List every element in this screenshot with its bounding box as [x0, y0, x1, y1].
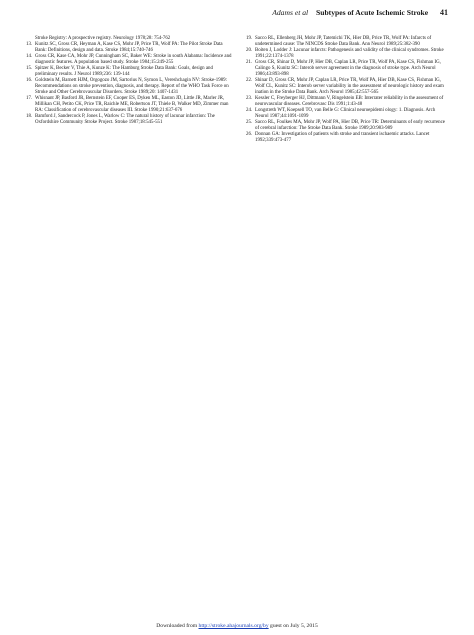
- reference-text: Goldstein M, Barnett HJM, Orgogozo JM, Sartorius N, Symon L, Vereshchagin NV: Stroke-1989: Recommendations on stroke prevention, diagnosis, and therapy. Report of the WHO Task Force on Stroke and Other Cerebrovascular Disorders. Stroke 1989;20: 1407-1431: [35, 78, 229, 95]
- reference-entry: [246, 132, 446, 144]
- reference-entry: [246, 96, 446, 108]
- reference-entry: [246, 120, 446, 132]
- reference-entry: [26, 66, 232, 78]
- footer-suffix: guest on July 5, 2015: [268, 623, 318, 629]
- reference-text: Sacco RL, Foulkes MA, Mohr JP, Wolf PA, Hier DB, Price TR: Determinants of early recurrence of cerebral infarction: The Stroke Data Bank. Stroke 1989;20:983-989: [255, 120, 445, 131]
- reference-number: 26.: [246, 132, 253, 137]
- reference-text: Shinar D, Gross CR, Mohr JP, Caplan LR, Price TR, Wolf PA, Hier DB, Kase CS, Fishman IG, Wolf CL, Kunitz SC: Interob server variability in the assessment of neurologic history and exam ination in the Stroke Data Bank. Arch Neurol 1985;42:557-565: [255, 78, 444, 95]
- reference-text: Boiten J, Lodder J: Lacunar infarcts: Pathogenesis and validity of the clinical syndromes. Stroke 1991;22:1374-1378: [255, 48, 444, 59]
- reference-number: 25.: [246, 120, 253, 125]
- reference-entry: [246, 60, 446, 78]
- reference-text: Gross CR, Shinar D, Mohr JP, Hier DB, Caplan LR, Price TR, Wolf PA, Kase CS, Fishman IG, Calingo S, Kunitz SC: Interob server agreement in the diagnosis of stroke type. Arch Neurol 1986;43:893-898: [255, 60, 441, 77]
- reference-text: Donnan GA: Investigation of patients with stroke and transient ischaemic attacks. Lancet 1992;339:473-477: [255, 132, 430, 143]
- reference-entry: [26, 54, 232, 66]
- reference-text: Stroke Registry: A prospective registry. Neurology 1978;28: 754-762: [35, 36, 171, 41]
- reference-number: 23.: [246, 96, 253, 101]
- footer-link[interactable]: http://stroke.ahajournals.org/by: [198, 623, 269, 629]
- reference-entry: [246, 78, 446, 96]
- reference-entry: [246, 36, 446, 48]
- reference-text: Gross CR, Kase CA, Mohr JP, Cunningham SC, Baker WE: Stroke in south Alabama: Incidence and diagnostic features. A population based study. Stroke 1984;15:249-255: [35, 54, 232, 65]
- reference-entry: [26, 78, 232, 96]
- reference-text: Kessler C, Freyberger HJ, Dittmann V, Ringelstein EB: Interrater reliability in the assessment of neurovascular diseases. Cerebrovasc Dis 1991;1:43-48: [255, 96, 444, 107]
- reference-number: 18.: [26, 114, 33, 119]
- reference-entry: [26, 42, 232, 54]
- reference-text: Whisnant JP, Basford JR, Bernstein EF, Cooper ES, Dyken ML, Easton JD, Little JR, Marler JR, Millikan CH, Petito CK, Price TR, Raichle ME, Robertson JT, Thiele B, Walker MD, Zimmer man RA: Classification of cerebrovascular diseases III. Stroke 1990;21:637-676: [35, 96, 229, 113]
- running-header: [272, 8, 448, 17]
- reference-entry: [26, 96, 232, 114]
- references-right-column: [246, 36, 446, 144]
- footer-prefix: Downloaded from: [156, 623, 199, 629]
- references-left-column: [26, 36, 232, 126]
- reference-text: Sacco RL, Ellenberg JH, Mohr JP, Tatemichi TK, Hier DB, Price TR, Wolf PA: Infarcts of undetermined cause: The NINCDS Stroke Data Bank. Ann Neurol 1989;25:382-390: [255, 36, 432, 47]
- reference-text: Spitzer K, Becker V, Thie A, Kunze K: The Hamburg Stroke Data Bank: Goals, design and preliminary results. J Neurol 1989;236: 139-144: [35, 66, 213, 77]
- reference-entry: [246, 108, 446, 120]
- reference-text: Longstreth WT, Koepsell TO, van Belle G: Clinical neuroepidemi ology: 1. Diagnosis. Arch Neurol 1987;44:1091-1099: [255, 108, 436, 119]
- reference-number: 13.: [26, 42, 33, 47]
- reference-number: 14.: [26, 54, 33, 59]
- header-authors: Adams et al: [272, 8, 309, 17]
- reference-number: 17.: [26, 96, 33, 101]
- reference-number: 15.: [26, 66, 33, 71]
- reference-entry: [26, 114, 232, 126]
- download-footer: [0, 623, 474, 629]
- page-number: 41: [440, 8, 448, 17]
- reference-number: 16.: [26, 78, 33, 83]
- reference-text: Bamford J, Sandercock P, Jones L, Warlow C: The natural history of lacunar infarction: The Oxfordshire Community Stroke Project. Stroke 1987;18:545-551: [35, 114, 215, 125]
- header-title: Subtypes of Acute Ischemic Stroke: [316, 8, 429, 17]
- reference-number: 21.: [246, 60, 253, 65]
- reference-entry: [246, 48, 446, 60]
- reference-number: 24.: [246, 108, 253, 113]
- reference-number: 20.: [246, 48, 253, 53]
- reference-number: 19.: [246, 36, 253, 41]
- reference-text: Kunitz SC, Gross CR, Heyman A, Kase CS, Mohr JP, Price TR, Wolf PA: The Pilot Stroke Data Bank: Definitions, design and data. Stroke 1984;15:740-746: [35, 42, 223, 53]
- reference-number: 22.: [246, 78, 253, 83]
